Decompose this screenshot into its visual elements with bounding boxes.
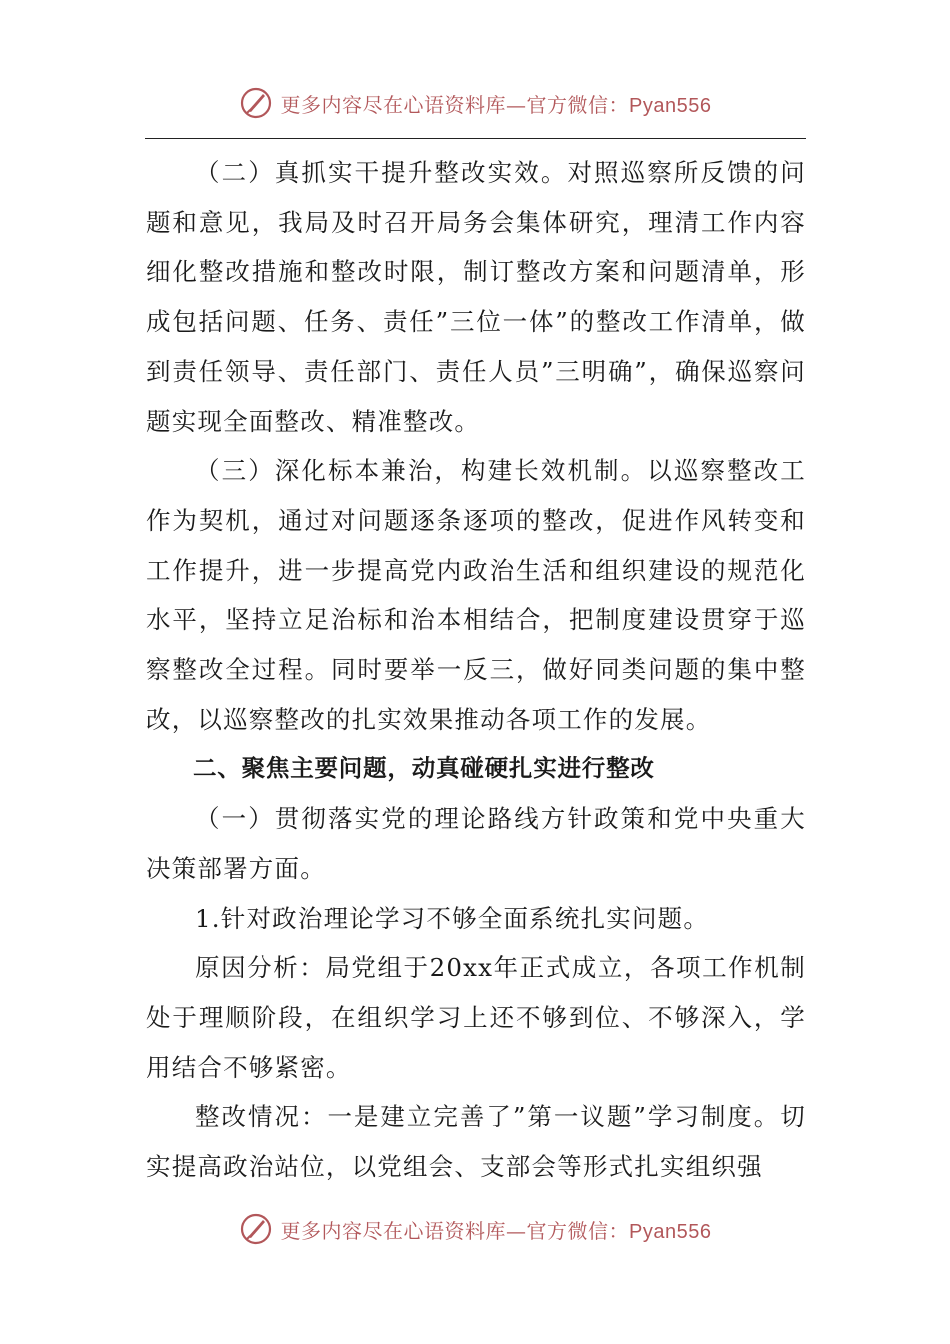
paragraph-rectification-status: 整改情况：一是建立完善了”第一议题”学习制度。切实提高政治站位，以党组会、支部会等形式扎实组织强 [146,1102,806,1182]
document-body [146,148,806,1192]
footer-watermark-banner [0,1206,950,1252]
section-heading: 二、聚焦主要问题，动真碰硬扎实进行整改 [193,754,655,783]
paragraph-long-term-mechanism: （三）深化标本兼治，构建长效机制。以巡察整改工作为契机，通过对问题逐条逐项的整改，促进作风转变和工作提升，进一步提高党内政治生活和组织建设的规范化水平，坚持立足治标和治本相结合，把制度建设贯穿于巡察整改全过程。同时要举一反三，做好同类问题的集中整改，以巡察整改的扎实效果推动各项工作的发展。 [146,456,806,734]
quill-logo-icon [239,1212,273,1246]
paragraph-cause-analysis: 原因分析：局党组于20xx年正式成立，各项工作机制处于理顺阶段，在组织学习上还不够到位、不够深入，学用结合不够紧密。 [146,953,806,1082]
item-heading: 1.针对政治理论学习不够全面系统扎实问题。 [195,903,710,933]
header-watermark-banner [0,80,950,126]
header-divider [145,138,806,139]
header-watermark-text: 更多内容尽在心语资料库—官方微信：Pyan556 [280,92,712,117]
subsection-heading: （一）贯彻落实党的理论路线方针政策和党中央重大决策部署方面。 [146,804,806,883]
paragraph-rectification-effect: （二）真抓实干提升整改实效。对照巡察所反馈的问题和意见，我局及时召开局务会集体研究，理清工作内容细化整改措施和整改时限，制订整改方案和问题清单，形成包括问题、任务、责任”三位一体”的整改工作清单，做到责任领导、责任部门、责任人员”三明确”，确保巡察问题实现全面整改、精准整改。 [146,158,806,436]
quill-logo-icon [239,86,273,120]
footer-watermark-text: 更多内容尽在心语资料库—官方微信：Pyan556 [280,1218,712,1243]
